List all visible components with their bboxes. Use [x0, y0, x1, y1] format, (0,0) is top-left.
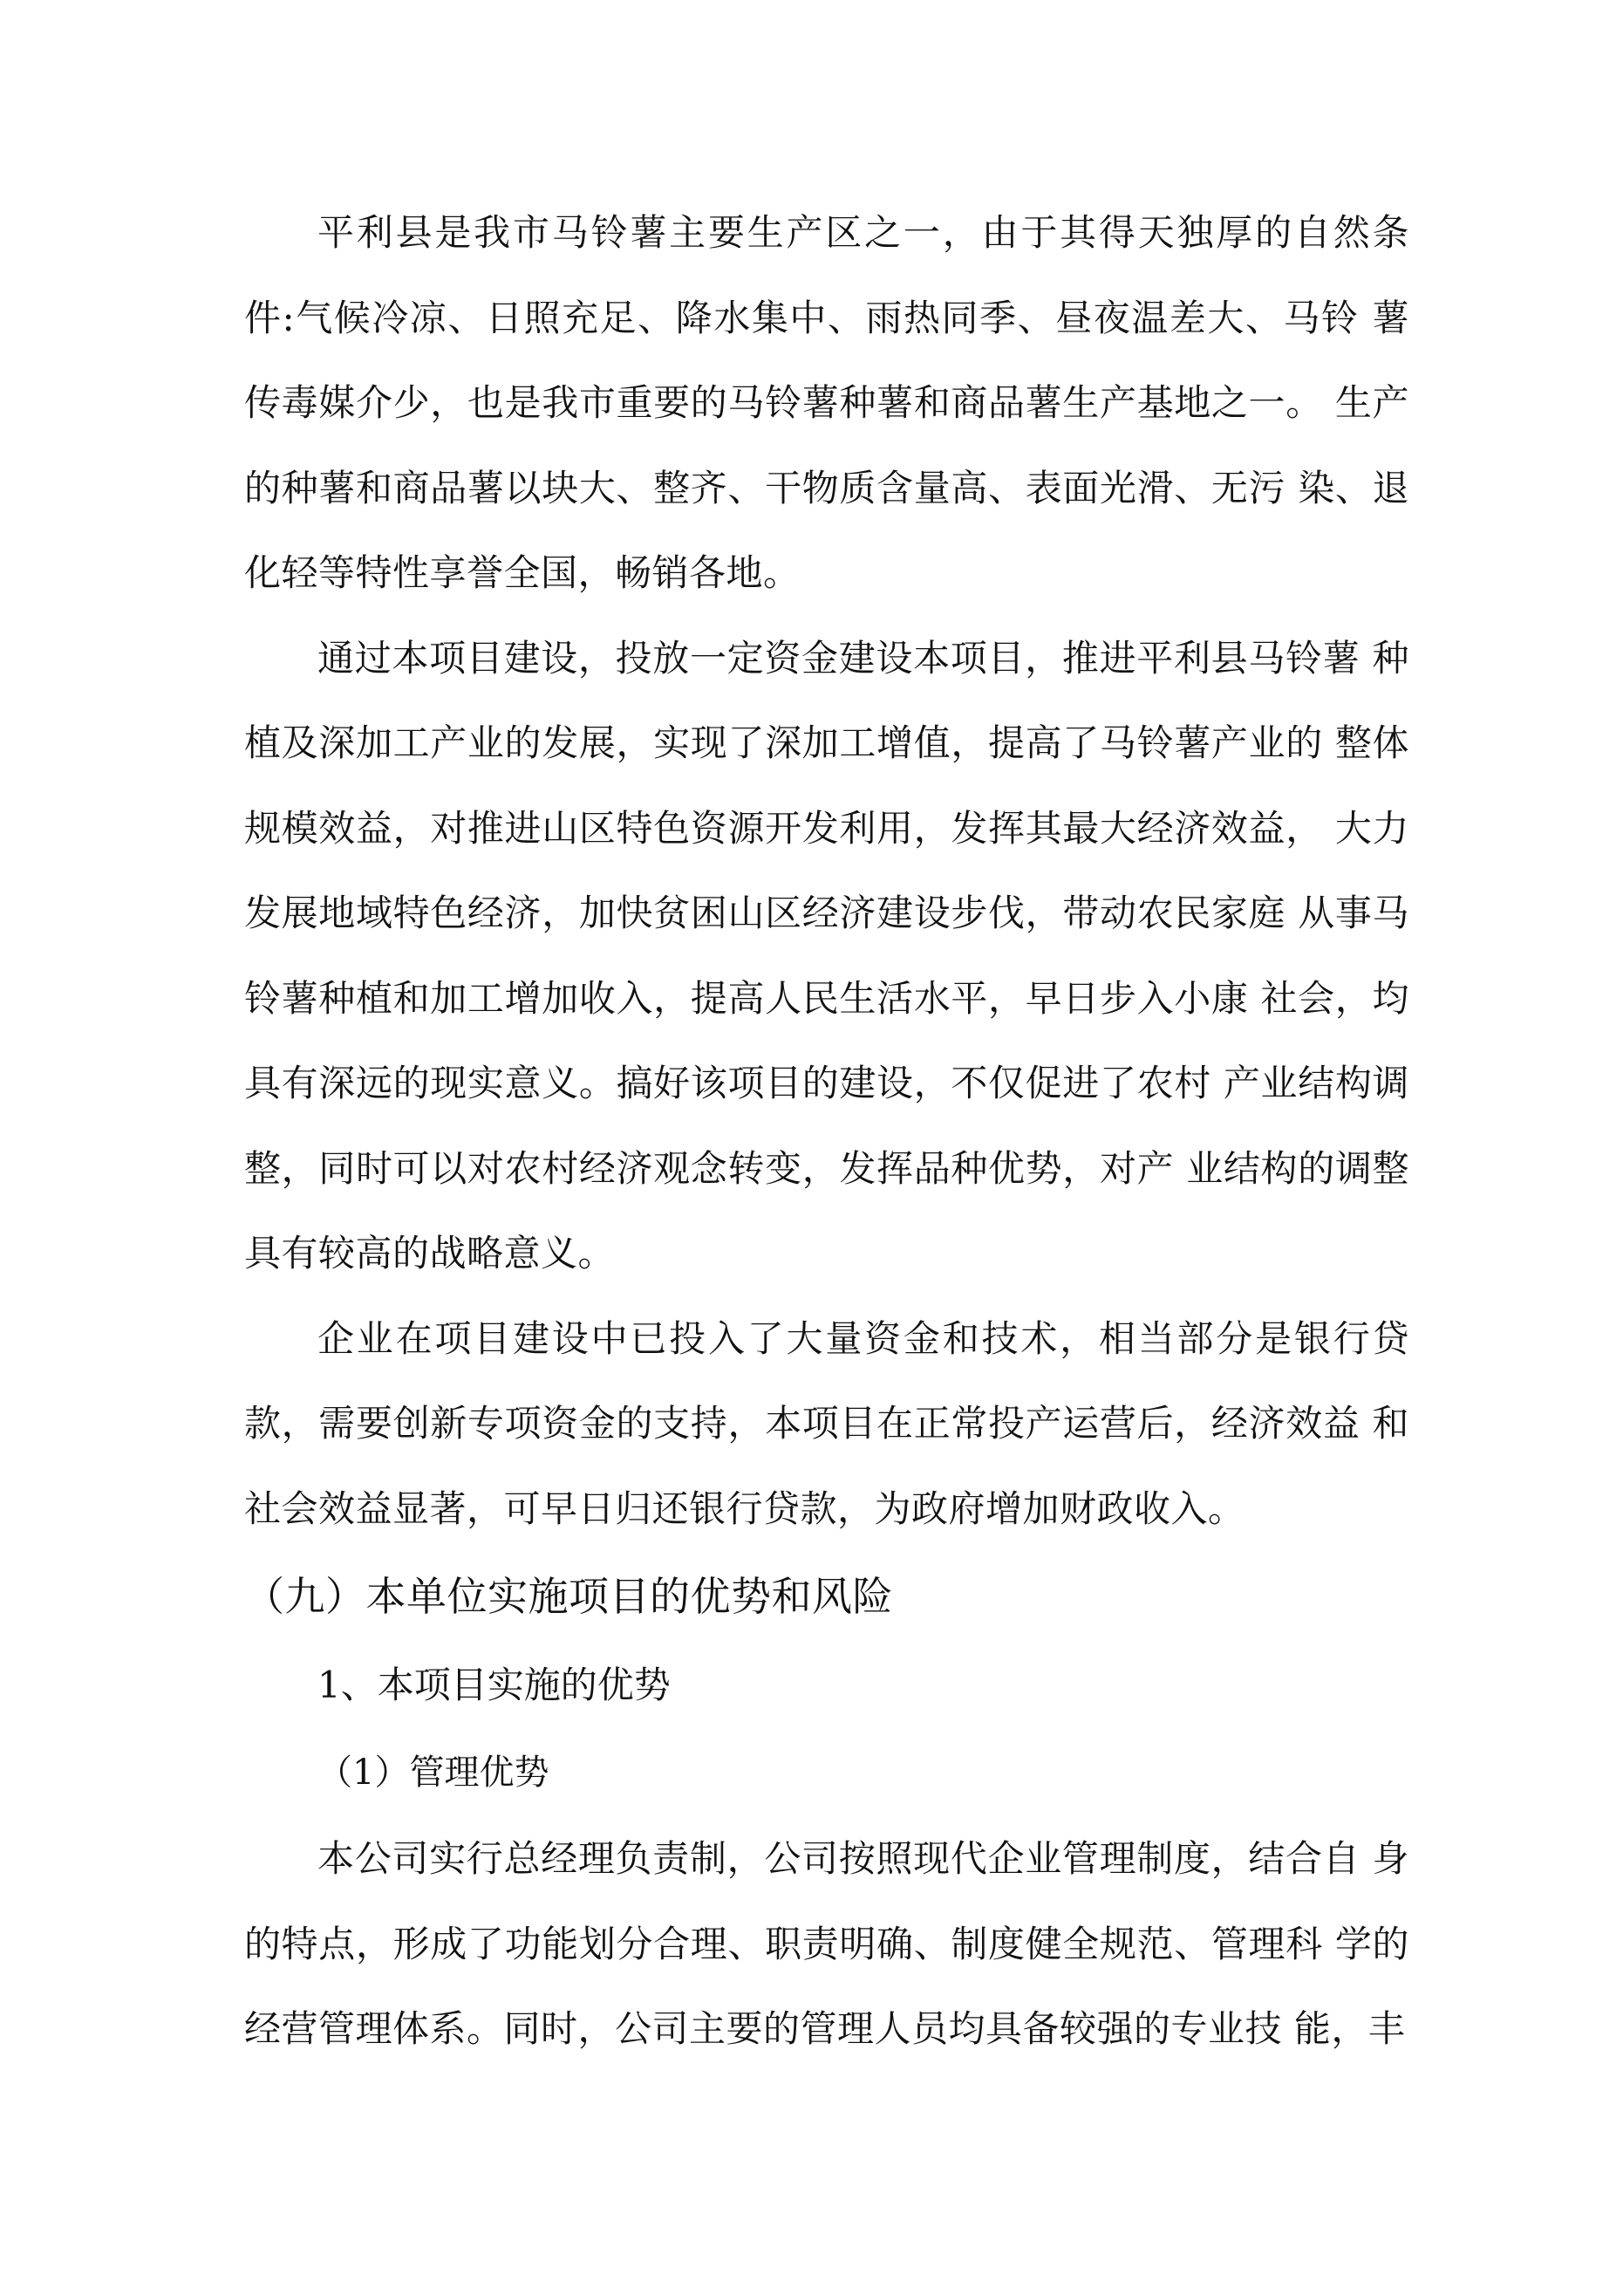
subsubheading: （1）管理优势	[317, 1753, 549, 1793]
paragraph-project-significance: 通过本项目建设，投放一定资金建设本项目，推进平利县马铃薯 种植及深加工产业的发展，实现了深加工增值，提高了马铃薯产业的 整体规模效益，对推进山区特色资源开发利用，发挥其最大经济效益， 大力发展地域特色经济，加快贫困山区经济建设步伐，带动农民家庭 从事马铃薯种植和加工增加收入，提高人民生活水平，早日步入小康 社会，均具有深远的现实意义。搞好该项目的建设，不仅促进了农村 产业结构调整，同时可以对农村经济观念转变，发挥品种优势，对产 业结构的调整具有较高的战略意义。	[244, 636, 1409, 1274]
paragraph-natural-conditions: 平利县是我市马铃薯主要生产区之一，由于其得天独厚的自然条 件:气候冷凉、日照充足、降水集中、雨热同季、昼夜温差大、马铃 薯传毒媒介少，也是我市重要的马铃薯种薯和商品薯生产基地之一。 生产的种薯和商品薯以块大、整齐、干物质含量高、表面光滑、无污 染、退化轻等特性享誉全国，畅销各地。	[244, 211, 1409, 594]
paragraph-funding-need: 企业在项目建设中已投入了大量资金和技术，相当部分是银行贷 款，需要创新专项资金的支持，本项目在正常投产运营后，经济效益 和社会效益显著，可早日归还银行贷款，为政府增加财政收入。	[244, 1316, 1409, 1530]
paragraph-management-advantage: 本公司实行总经理负责制，公司按照现代企业管理制度，结合自 身的特点，形成了功能划分合理、职责明确、制度健全规范、管理科 学的经营管理体系。同时，公司主要的管理人员均具备较强的专业技 能，丰	[244, 1837, 1409, 2050]
document-body	[244, 190, 1409, 2072]
subheading: 1、本项目实施的优势	[317, 1664, 671, 1706]
section-heading: （九）本单位实施项目的优势和风险	[244, 1573, 893, 1620]
